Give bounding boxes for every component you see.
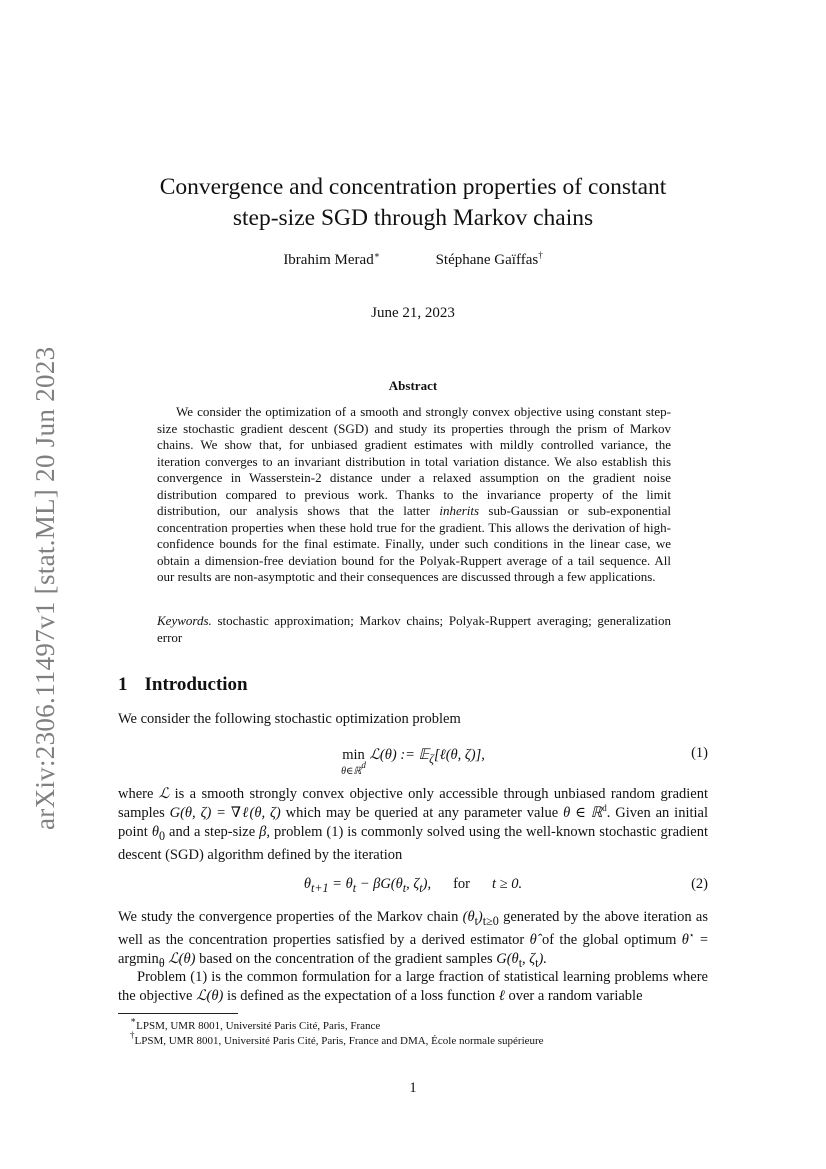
eq2-mid: = θ xyxy=(328,876,353,892)
eq2-close: ), xyxy=(422,876,432,892)
author-2-name: Stéphane Gaïffas xyxy=(435,252,539,268)
intro-p3-hat: θ̂ xyxy=(529,931,537,948)
intro-p4-ell: ℓ xyxy=(498,988,505,1004)
intro-p3-b: generated by the above iteration as well as the concentration properties satisfied by a derived estimator xyxy=(118,909,708,948)
keywords-label: Keywords. xyxy=(157,613,212,628)
footnote-rule xyxy=(118,1013,238,1014)
intro-p2-d: . Given an initial point xyxy=(118,805,709,840)
eq2-rhs-sub2: t xyxy=(419,880,423,895)
publication-date: June 21, 2023 xyxy=(371,305,455,321)
intro-p3-g-sub: t xyxy=(518,955,523,970)
intro-paragraph-1: We consider the following stochastic optimization problem xyxy=(118,711,461,727)
intro-paragraph-4 xyxy=(118,968,708,1006)
intro-p2-a: where xyxy=(118,786,159,802)
intro-p3-chain-sub: t xyxy=(474,913,478,928)
min-sub: θ∈ℝ xyxy=(341,766,362,777)
intro-p2-theta0-sub: 0 xyxy=(158,828,165,843)
title-line-1: Convergence and concentration properties of constant xyxy=(159,174,667,200)
intro-p2-G: G(θ, ζ) = ∇ℓ(θ, ζ) xyxy=(169,805,281,821)
abstract-body xyxy=(157,404,671,586)
equation-2-for: for xyxy=(453,876,470,892)
eq2-lhs-sub: t+1 xyxy=(311,880,329,895)
min-operator xyxy=(341,745,366,777)
intro-p2-beta: β xyxy=(259,824,267,840)
min-sub-sup: d xyxy=(361,760,366,770)
intro-p3-c: of the global optimum xyxy=(536,931,682,948)
equation-1-number: (1) xyxy=(691,745,708,761)
section-title: Introduction xyxy=(144,674,248,695)
abstract-emphasis: inherits xyxy=(439,503,480,518)
equation-1-body xyxy=(118,745,708,777)
intro-p3-star-sup: ⋆ xyxy=(688,929,695,940)
section-number: 1 xyxy=(118,674,128,695)
equation-2-number: (2) xyxy=(691,876,708,892)
intro-p3-chain: (θ xyxy=(462,909,475,925)
intro-p2-e: and a step-size xyxy=(165,824,260,840)
intro-p3-e: ℒ(θ) xyxy=(164,950,196,967)
intro-p3-chain-close: ) xyxy=(477,909,483,925)
intro-p3-star: θ xyxy=(681,931,689,948)
title-line-2: step-size SGD through Markov chains xyxy=(232,205,594,231)
intro-p3-chain-sub2: t≥0 xyxy=(482,913,499,928)
intro-p3-a: We study the convergence properties of the Markov chain xyxy=(118,909,463,925)
eq1-rhs-tail: [ℓ(θ, ζ)], xyxy=(434,747,485,763)
arxiv-identifier: arXiv:2306.11497v1 [stat.ML] 20 Jun 2023 xyxy=(30,346,60,830)
intro-p3-g3: ). xyxy=(538,950,547,967)
eq2-rhs: − βG(θ xyxy=(356,876,403,892)
author-2 xyxy=(436,252,543,268)
equation-2-body xyxy=(118,876,708,896)
eq2-cond: t ≥ 0. xyxy=(492,876,523,892)
footnote-2 xyxy=(130,1030,720,1048)
intro-paragraph-2 xyxy=(118,785,708,865)
eq2-rhs-sub: t xyxy=(402,880,407,895)
intro-p2-L: ℒ xyxy=(158,786,170,802)
intro-p3-f: based on the concentration of the gradient samples xyxy=(195,950,497,967)
abstract-text-2: sub-Gaussian or sub-exponential concentration properties when these hold true for the gradient. This allows the derivation of high-confidence bounds for the final estimate. Finally, under such conditions in the linear case, we obtain a dimension-free deviation bound for the Polyak-Ruppert average of a tail sequence. All our results are non-asymptotic and their consequences are discussed through a few applications. xyxy=(157,503,671,584)
footnote-1-text: LPSM, UMR 8001, Université Paris Cité, Paris, France xyxy=(136,1020,381,1032)
intro-p2-theta-sup: d xyxy=(602,803,607,813)
intro-p2-theta-in: θ ∈ ℝ xyxy=(563,805,603,821)
page-number: 1 xyxy=(409,1080,417,1096)
author-1 xyxy=(283,252,380,268)
keywords-text: stochastic approximation; Markov chains; Polyak-Ruppert averaging; generalization error xyxy=(157,613,671,645)
intro-p3-g-sub2: t xyxy=(535,955,539,970)
intro-p2-b: is a smooth strongly convex objective only accessible through unbiased random gradient samples xyxy=(118,786,709,821)
abstract-heading: Abstract xyxy=(388,378,438,393)
intro-p3-g2: , ζ xyxy=(522,950,536,967)
intro-p4-a: Problem (1) is the common formulation for a large fraction of statistical learning problems where the objective xyxy=(118,969,708,1004)
intro-p2-f: , problem (1) is commonly solved using the well-known stochastic gradient descent (SGD) algorithm defined by the iteration xyxy=(118,824,708,863)
intro-p3-d: = argmin xyxy=(118,931,709,967)
eq2-rhs-tail: , ζ xyxy=(406,876,420,892)
intro-p3-g: G(θ xyxy=(496,950,519,967)
author-1-footnote-mark: ∗ xyxy=(373,250,380,260)
footnote-2-text: LPSM, UMR 8001, Université Paris Cité, Paris, France and DMA, École normale supérieure xyxy=(134,1035,544,1047)
eq2-mid-sub: t xyxy=(352,880,357,895)
eq1-rhs-sub: ζ xyxy=(429,751,435,766)
min-op: min xyxy=(342,747,365,763)
equation-2 xyxy=(118,876,708,896)
intro-p4-b: is defined as the expectation of a loss function xyxy=(223,988,499,1004)
paper-title xyxy=(118,172,708,234)
intro-p4-L: ℒ(θ) xyxy=(196,988,224,1004)
author-1-name: Ibrahim Merad xyxy=(283,252,374,268)
eq1-rhs: ℒ(θ) := 𝔼 xyxy=(369,747,430,763)
footnote-2-mark: † xyxy=(130,1030,135,1040)
intro-p3-d-sub: θ xyxy=(158,955,165,970)
intro-p2-c: which may be queried at any parameter value xyxy=(280,805,564,821)
intro-paragraph-3 xyxy=(118,908,708,973)
footnote-1 xyxy=(130,1015,720,1033)
keywords xyxy=(157,613,671,646)
author-2-footnote-mark: † xyxy=(538,250,543,260)
intro-p2-theta0: θ xyxy=(151,824,159,840)
author-list xyxy=(118,252,708,269)
equation-1 xyxy=(118,745,708,775)
arxiv-sidebar-stamp xyxy=(20,330,60,830)
footnote-1-mark: ∗ xyxy=(130,1015,137,1025)
eq2-lhs: θ xyxy=(303,876,311,892)
intro-p4-c: over a random variable xyxy=(504,988,643,1004)
section-heading xyxy=(118,674,248,696)
abstract-text-1: We consider the optimization of a smooth and strongly convex objective using constant step-size stochastic gradient descent (SGD) and study its properties through the prism of Markov chains. We show that, for unbiased gradient estimates with mildly controlled variance, the iteration converges to an invariant distribution in total variation distance. We also establish this convergence in Wasserstein-2 distance under a relaxed assumption on the gradient noise distribution compared to previous work. Thanks to the invariance property of the limit distribution, our analysis shows that the latter xyxy=(157,404,671,518)
